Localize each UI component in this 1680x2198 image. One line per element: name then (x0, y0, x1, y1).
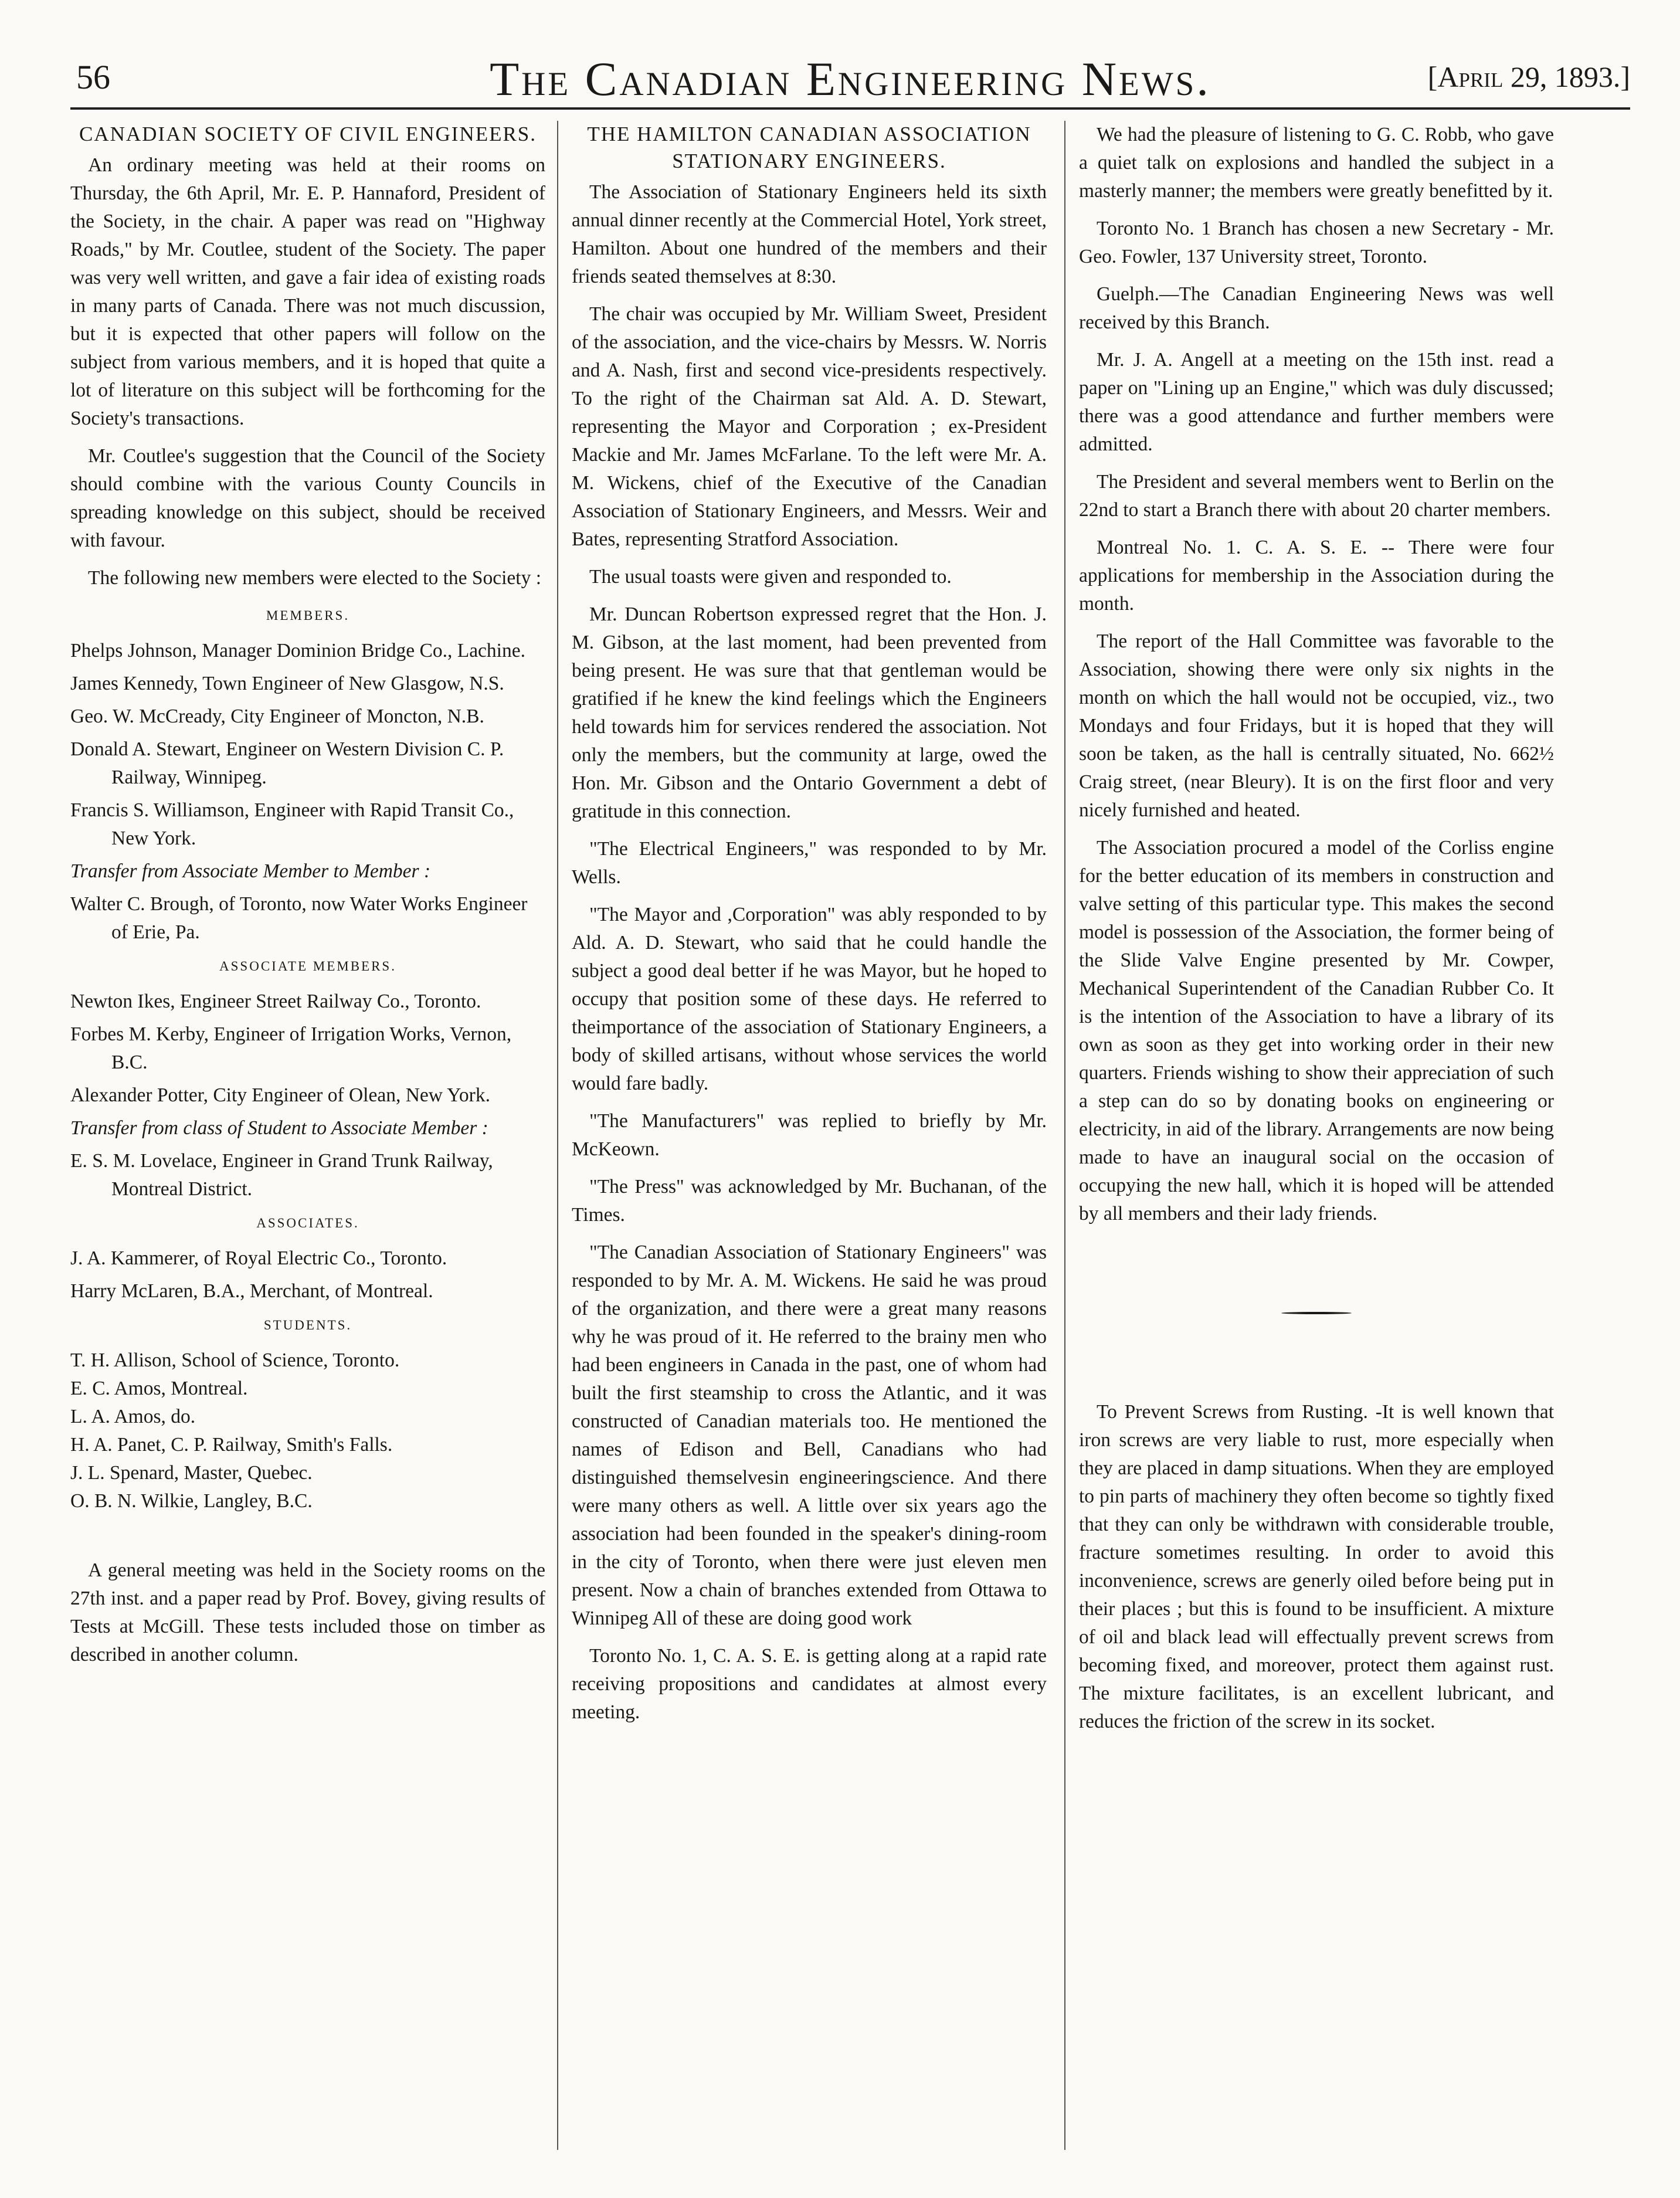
section-subheading: MEMBERS. (266, 608, 350, 623)
member-entry: Forbes M. Kerby, Engineer of Irrigation Works, Vernon, B.C. (70, 1023, 512, 1073)
transfer-heading: Transfer from Associate Member to Member : (70, 860, 431, 882)
page-number: 56 (76, 58, 110, 96)
member-entry: Phelps Johnson, Manager Dominion Bridge Co., Lachine. (70, 640, 525, 662)
issue-date: [April 29, 1893.] (1427, 60, 1630, 93)
section-subheading: ASSOCIATE MEMBERS. (219, 959, 396, 974)
paragraph: The chair was occupied by Mr. William Sweet, President of the association, and the vice-chairs by Messrs. W. Norris and A. Nash, first and second vice-presidents respectively. To the right of the Chairman sat Ald. A. D. Stewart, representing the Mayor and Corporation ; ex-President Mackie and Mr. James McFarlane. To the left were Mr. A. M. Wickens, chief of the Executive of the Canadian Association of Stationary Engineers, and Messrs. Weir and Bates, representing Stratford Association. (572, 303, 1047, 550)
paragraph: The following new members were elected to the Society : (88, 567, 542, 589)
student-entry: E. C. Amos, Montreal. (70, 1378, 248, 1399)
section-ornament (1281, 1310, 1352, 1316)
member-entry: Harry McLaren, B.A., Merchant, of Montreal. (70, 1280, 433, 1302)
paragraph: An ordinary meeting was held at their rooms on Thursday, the 6th April, Mr. E. P. Hannaford, President of the Society, in the chair. A paper was read on "Highway Roads," by Mr. Coutlee, student of the Society. The paper was very well written, and gave a fair idea of existing roads in many parts of Canada. There was not much discussion, but it is expected that other papers will follow on the subject from various members, and it is hoped that quite a lot of literature on this subject will be forthcoming for the Society's transactions. (70, 154, 545, 429)
member-entry: Newton Ikes, Engineer Street Railway Co., Toronto. (70, 991, 481, 1012)
masthead-title: The Canadian Engineering News. (490, 52, 1211, 106)
column-2 (572, 121, 1047, 1736)
student-entry: T. H. Allison, School of Science, Toronto. (70, 1349, 400, 1371)
paragraph: "The Electrical Engineers," was responded to by Mr. Wells. (572, 838, 1047, 888)
paragraph: The Association procured a model of the Corliss engine for the better education of its members in construction and valve setting of this particular type. This makes the second model is possession of the Association, the former being of the Slide Valve Engine presented by Mr. Cowper, Mechanical Superintendent of the Canadian Rubber Co. It is the intention of the Association to have a library of its own as soon as they get into working order in their new quarters. Friends wishing to show their appreciation of such a step can do so by donating books on engineering or electricity, in aid of the library. Arrangements are now being made to have an inaugural social on the occasion of occupying the new hall, which it is hoped will be attended by all members and their lady friends. (1079, 837, 1554, 1224)
paragraph: Toronto No. 1 Branch has chosen a new Secretary - Mr. Geo. Fowler, 137 University street, Toronto. (1079, 218, 1554, 267)
member-entry: James Kennedy, Town Engineer of New Glasgow, N.S. (70, 673, 504, 694)
member-entry: E. S. M. Lovelace, Engineer in Grand Trunk Railway, Montreal District. (70, 1150, 493, 1200)
paragraph: "The Canadian Association of Stationary Engineers" was responded to by Mr. A. M. Wickens. He said he was proud of the organization, and there were a great many reasons why he was proud of it. He referred to the brainy men who had been engineers in Canada in the past, one of whom had built the first steamship to cross the Atlantic, and it was constructed of Canadian materials too. He mentioned the names of Edison and Bell, Canadians who had distinguished themselvesin engineeringscience. And there were many others as well. A little over six years ago the association had been founded in the speaker's dining-room in the city of Toronto, when there were just eleven men present. Now a chain of branches extended from Ottawa to Winnipeg All of these are doing good work (572, 1242, 1047, 1629)
transfer-heading: Transfer from class of Student to Associate Member : (70, 1117, 488, 1139)
column-1 (70, 121, 545, 1678)
student-entry: H. A. Panet, C. P. Railway, Smith's Falls. (70, 1434, 393, 1456)
member-entry: Walter C. Brough, of Toronto, now Water Works Engineer of Erie, Pa. (70, 893, 528, 943)
paragraph: Mr. Duncan Robertson expressed regret that the Hon. J. M. Gibson, at the last moment, had been prevented from being present. He was sure that that gentleman would be gratified if he knew the kind feelings which the Engineers held towards him for services rendered the association. Not only the members, but the community at large, owed the Hon. Mr. Gibson and the Ontario Government a debt of gratitude in this connection. (572, 603, 1047, 822)
column-divider (557, 121, 558, 2150)
paragraph: To Prevent Screws from Rusting. -It is well known that iron screws are very liable to rust, more especially when they are placed in damp situations. When they are employed to pin parts of machinery they often become so tightly fixed that they can only be withdrawn with considerable trouble, fracture sometimes resulting. In order to avoid this inconvenience, screws are generly oiled before being put in their places ; but this is found to be insufficient. A mixture of oil and black lead will effectually prevent screws from becoming fixed, and moreover, protect them against rust. The mixture facilitates, is an excellent lubricant, and reduces the friction of the screw in its socket. (1079, 1401, 1554, 1732)
student-entry: J. L. Spenard, Master, Quebec. (70, 1462, 313, 1484)
member-entry: Donald A. Stewart, Engineer on Western Division C. P. Railway, Winnipeg. (70, 738, 504, 788)
paragraph: We had the pleasure of listening to G. C. Robb, who gave a quiet talk on explosions and handled the subject in a masterly manner; the members were greatly benefitted by it. (1079, 124, 1554, 202)
section-subheading: ASSOCIATES. (256, 1216, 359, 1230)
paragraph: "The Mayor and ,Corporation" was ably responded to by Ald. A. D. Stewart, who said that he could handle the subject a good deal better if he was Mayor, but he hoped to occupy that position some of these days. He referred to theimportance of the association of Stationary Engineers, a body of skilled artisans, without whose services the world would fare badly. (572, 904, 1047, 1094)
paragraph: Toronto No. 1, C. A. S. E. is getting along at a rapid rate receiving propositions and candidates at almost every meeting. (572, 1645, 1047, 1723)
paragraph: Guelph.—The Canadian Engineering News was well received by this Branch. (1079, 283, 1554, 333)
paragraph: The Association of Stationary Engineers held its sixth annual dinner recently at the Commercial Hotel, York street, Hamilton. About one hundred of the members and their friends seated themselves at 8:30. (572, 181, 1047, 287)
column-3 (1079, 121, 1554, 1745)
section-subheading: STUDENTS. (263, 1318, 352, 1332)
paragraph: Montreal No. 1. C. A. S. E. -- There were four applications for membership in the Association during the month. (1079, 537, 1554, 615)
member-entry: Geo. W. McCready, City Engineer of Moncton, N.B. (70, 705, 484, 727)
paragraph: The President and several members went to Berlin on the 22nd to start a Branch there with about 20 charter members. (1079, 471, 1554, 521)
paragraph: "The Manufacturers" was replied to briefly by Mr. McKeown. (572, 1110, 1047, 1160)
student-entry: O. B. N. Wilkie, Langley, B.C. (70, 1490, 313, 1512)
paragraph: The report of the Hall Committee was favorable to the Association, showing there were only six nights in the month on which the hall would not be occupied, viz., two Mondays and four Fridays, but it is hoped that they will soon be taken, as the hall is centrally situated, No. 662½ Craig street, (near Bleury). It is on the first floor and very nicely furnished and heated. (1079, 630, 1554, 821)
paragraph: The usual toasts were given and responded to. (589, 566, 952, 588)
member-entry: Alexander Potter, City Engineer of Olean, New York. (70, 1084, 490, 1106)
page-header (70, 52, 1630, 104)
article-heading: THE HAMILTON CANADIAN ASSOCIATION STATIONARY ENGINEERS. (587, 123, 1031, 172)
column-divider (1064, 121, 1065, 2150)
member-entry: J. A. Kammerer, of Royal Electric Co., Toronto. (70, 1247, 447, 1269)
article-heading: CANADIAN SOCIETY OF CIVIL ENGINEERS. (79, 123, 537, 145)
paragraph: A general meeting was held in the Society rooms on the 27th inst. and a paper read by Prof. Bovey, giving results of Tests at McGill. These tests included those on timber as described in another column. (70, 1559, 545, 1666)
paragraph: "The Press" was acknowledged by Mr. Buchanan, of the Times. (572, 1176, 1047, 1226)
student-entry: L. A. Amos, do. (70, 1406, 196, 1427)
header-rule (70, 107, 1630, 110)
paragraph: Mr. J. A. Angell at a meeting on the 15th inst. read a paper on "Lining up an Engine," which was duly discussed; there was a good attendance and further members were admitted. (1079, 349, 1554, 455)
paragraph: Mr. Coutlee's suggestion that the Council of the Society should combine with the various County Councils in spreading knowledge on this subject, should be received with favour. (70, 445, 545, 551)
member-entry: Francis S. Williamson, Engineer with Rapid Transit Co., New York. (70, 799, 514, 849)
